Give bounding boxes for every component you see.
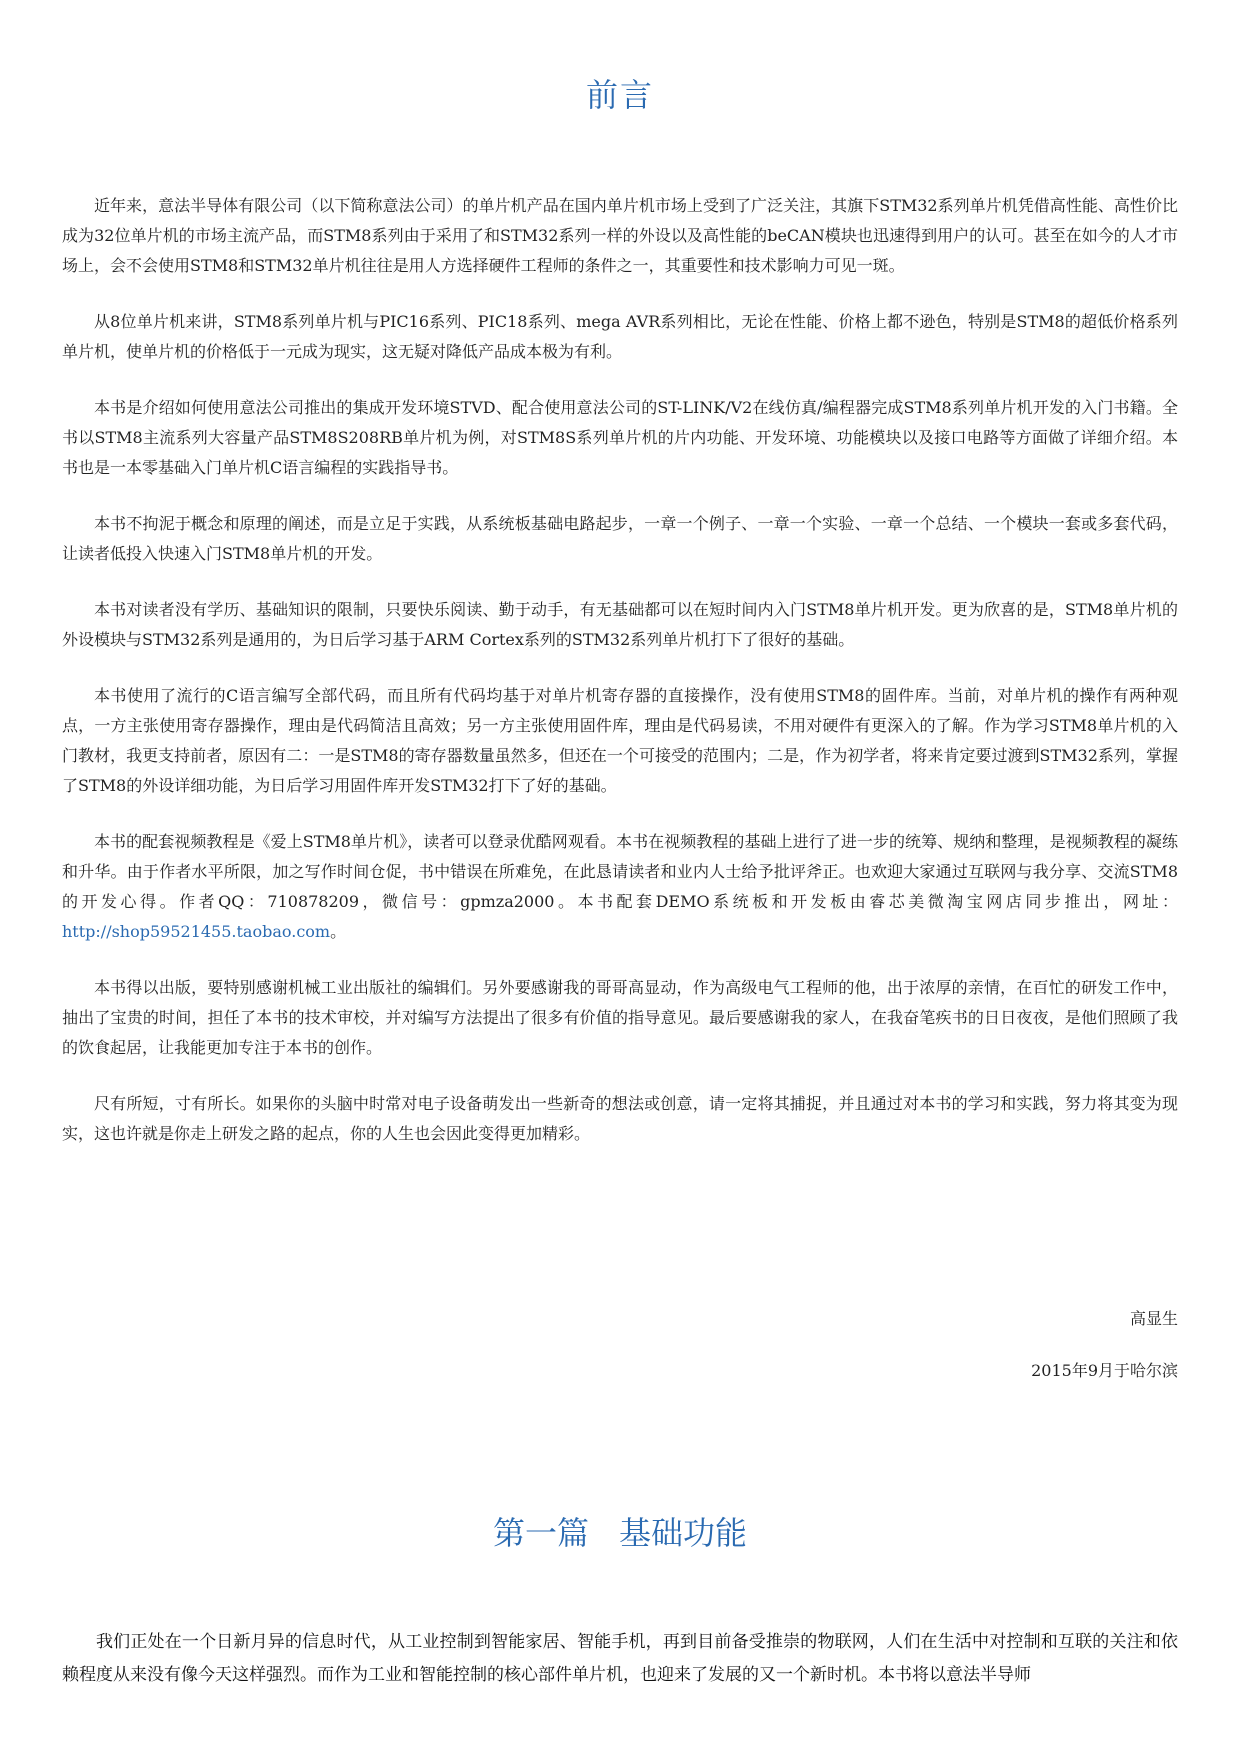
preface-title: 前言 bbox=[585, 76, 654, 114]
part-one-intro bbox=[62, 1626, 1178, 1692]
preface-paragraph-2: 从8位单片机来讲，STM8系列单片机与PIC16系列、PIC18系列、mega AVR系列相比，无论在性能、价格上都不逊色，特别是STM8的超低价格系列单片机，使单片机的价格低于一元成为现实，这无疑对降低产品成本极为有利。 bbox=[62, 312, 1178, 361]
paragraph-7-text: 本书的配套视频教程是《爱上STM8单片机》，读者可以登录优酷网观看。本书在视频教程的基础上进行了进一步的统筹、规纳和整理，是视频教程的凝练和升华。由于作者水平所限，加之写作时间仓促，书中错误在所难免，在此恳请读者和业内人士给予批评斧正。也欢迎大家通过互联网与我分享、交流STM8的开发心得。作者QQ：710878209，微信号：gpmza2000。本书配套DEMO系统板和开发板由睿芯美微淘宝网店同步推出，网址： bbox=[62, 832, 1178, 911]
preface-body bbox=[62, 191, 1178, 1175]
part-one-intro-paragraph: 我们正处在一个日新月异的信息时代，从工业控制到智能家居、智能手机，再到目前备受推崇的物联网，人们在生活中对控制和互联的关注和依赖程度从来没有像今天这样强烈。而作为工业和智能控制的核心部件单片机，也迎来了发展的又一个新时机。本书将以意法半导师 bbox=[62, 1632, 1178, 1685]
preface-paragraph-9: 尺有所短，寸有所长。如果你的头脑中时常对电子设备萌发出一些新奇的想法或创意，请一定将其捕捉，并且通过对本书的学习和实践，努力将其变为现实，这也许就是你走上研发之路的起点，你的人生也会因此变得更加精彩。 bbox=[62, 1094, 1178, 1143]
paragraph-7-end: 。 bbox=[330, 922, 347, 941]
part-one-label: 第一篇 bbox=[492, 1514, 589, 1552]
preface-paragraph-6: 本书使用了流行的C语言编写全部代码，而且所有代码均基于对单片机寄存器的直接操作，没有使用STM8的固件库。当前，对单片机的操作有两种观点，一方主张使用寄存器操作，理由是代码简洁且高效；另一方主张使用固件库，理由是代码易读，不用对硬件有更深入的了解。作为学习STM8单片机的入门教材，我更支持前者，原因有二：一是STM8的寄存器数量虽然多，但还在一个可接受的范围内；二是，作为初学者，将来肯定要过渡到STM32系列，掌握了STM8的外设详细功能，为日后学习用固件库开发STM32打下了好的基础。 bbox=[62, 686, 1178, 795]
preface-paragraph-8: 本书得以出版，要特别感谢机械工业出版社的编辑们。另外要感谢我的哥哥高显动，作为高级电气工程师的他，出于浓厚的亲情，在百忙的研发工作中，抽出了宝贵的时间，担任了本书的技术审校，并对编写方法提出了很多有价值的指导意见。最后要感谢我的家人，在我奋笔疾书的日日夜夜，是他们照顾了我的饮食起居，让我能更加专注于本书的创作。 bbox=[62, 978, 1178, 1057]
preface-paragraph-3: 本书是介绍如何使用意法公司推出的集成开发环境STVD、配合使用意法公司的ST-LINK/V2在线仿真/编程器完成STM8系列单片机开发的入门书籍。全书以STM8主流系列大容量产品STM8S208RB单片机为例，对STM8S系列单片机的片内功能、开发环境、功能模块以及接口电路等方面做了详细介绍。本书也是一本零基础入门单片机C语言编程的实践指导书。 bbox=[62, 398, 1178, 477]
preface-paragraph-1: 近年来，意法半导体有限公司（以下简称意法公司）的单片机产品在国内单片机市场上受到了广泛关注，其旗下STM32系列单片机凭借高性能、高性价比成为32位单片机的市场主流产品，而STM8系列由于采用了和STM32系列一样的外设以及高性能的beCAN模块也迅速得到用户的认可。甚至在如今的人才市场上，会不会使用STM8和STM32单片机往往是用人方选择硬件工程师的条件之一，其重要性和技术影响力可见一斑。 bbox=[62, 196, 1178, 275]
preface-paragraph-7 bbox=[62, 827, 1178, 947]
preface-paragraph-4: 本书不拘泥于概念和原理的阐述，而是立足于实践，从系统板基础电路起步，一章一个例子、一章一个实验、一章一个总结、一个模块一套或多套代码，让读者低投入快速入门STM8单片机的开发。 bbox=[62, 514, 1178, 563]
preface-date-place: 2015年9月于哈尔滨 bbox=[1031, 1361, 1178, 1380]
shop-link[interactable]: http://shop59521455.taobao.com bbox=[62, 922, 331, 941]
preface-paragraph-5: 本书对读者没有学历、基础知识的限制，只要快乐阅读、勤于动手，有无基础都可以在短时间内入门STM8单片机开发。更为欣喜的是，STM8单片机的外设模块与STM32系列是通用的，为日后学习基于ARM Cortex系列的STM32系列单片机打下了很好的基础。 bbox=[62, 600, 1178, 649]
preface-author: 高显生 bbox=[1129, 1309, 1178, 1328]
part-one-heading: 基础功能 bbox=[619, 1514, 748, 1552]
part-one-title bbox=[0, 1508, 1240, 1554]
